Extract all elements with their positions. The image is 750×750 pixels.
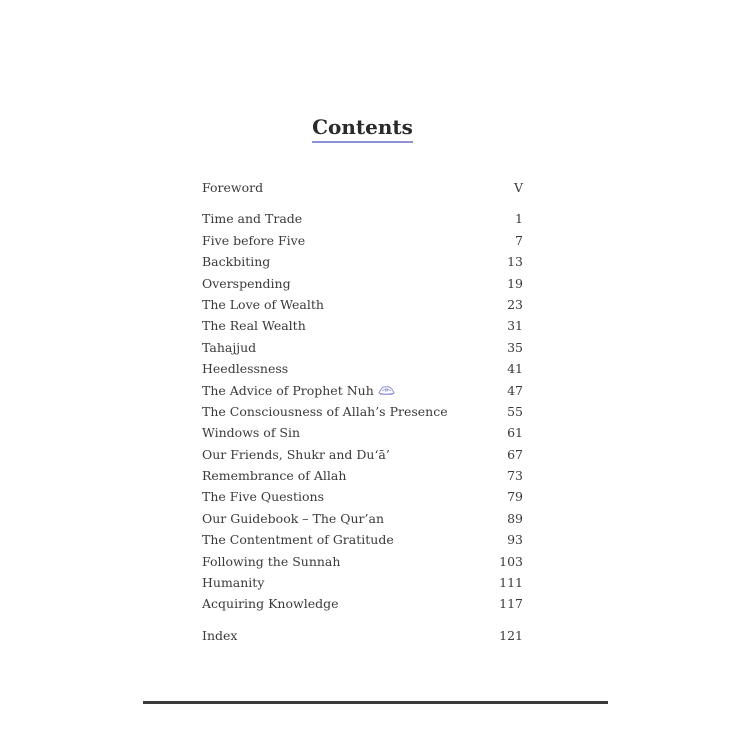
toc-entry-title: Following the Sunnah	[202, 553, 341, 569]
toc-entry-page: 111	[499, 575, 523, 591]
salutation-calligraphy-icon	[378, 384, 395, 396]
toc-entry[interactable]	[202, 401, 523, 422]
toc-entry[interactable]	[202, 508, 523, 529]
toc-entry-title: Tahajjud	[202, 339, 257, 355]
toc-entry-title: The Contentment of Gratitude	[202, 532, 394, 548]
toc-entry-title: Our Friends, Shukr and Du‘ā’	[202, 446, 390, 462]
toc-entry-title: Our Guidebook – The Qur’an	[202, 510, 385, 526]
toc-entry[interactable]	[202, 251, 523, 272]
toc-entry-title: Time and Trade	[202, 211, 303, 227]
toc-entry-page: 121	[499, 627, 523, 643]
toc-entry-title: The Real Wealth	[202, 318, 306, 334]
toc-entry[interactable]	[202, 529, 523, 550]
toc-entry[interactable]	[202, 380, 523, 401]
toc-entry[interactable]	[202, 294, 523, 315]
toc-entry-title: Windows of Sin	[202, 425, 301, 441]
toc-entry[interactable]	[202, 572, 523, 593]
toc-entry-page: 13	[507, 254, 523, 270]
toc-entry-page: 35	[507, 339, 523, 355]
toc-entry-title: Backbiting	[202, 254, 271, 270]
toc-entry[interactable]	[202, 465, 523, 486]
toc-entry-page: 47	[507, 382, 523, 398]
toc-entry-page: 31	[507, 318, 523, 334]
toc-entry-page: 61	[507, 425, 523, 441]
page-title	[0, 114, 725, 143]
toc-entry[interactable]	[202, 230, 523, 251]
toc-entry-title-with-icon	[202, 380, 395, 401]
bottom-rule	[143, 701, 608, 704]
toc-entry-title: The Love of Wealth	[202, 296, 324, 312]
toc-entry-page: 7	[515, 232, 523, 248]
toc-entry-page: 79	[507, 489, 523, 505]
toc-entry-page: 103	[499, 553, 523, 569]
toc-entry-page: 117	[499, 596, 523, 612]
toc-entry-title: Five before Five	[202, 232, 306, 248]
toc-entry[interactable]	[202, 593, 523, 614]
page-title-text: Contents	[312, 114, 413, 143]
toc-entry[interactable]	[202, 208, 523, 229]
toc-entry[interactable]	[202, 551, 523, 572]
toc-entry-title: Humanity	[202, 575, 265, 591]
table-of-contents	[202, 177, 523, 646]
toc-entry[interactable]	[202, 315, 523, 336]
toc-entry-page: 73	[507, 468, 523, 484]
toc-entry-page: 41	[507, 361, 523, 377]
toc-entry-page: 93	[507, 532, 523, 548]
toc-entry-title: Remembrance of Allah	[202, 468, 347, 484]
toc-entry-title: Acquiring Knowledge	[202, 596, 339, 612]
toc-entry-page: 55	[507, 403, 523, 419]
toc-entry-page: 67	[507, 446, 523, 462]
toc-entry-page: 1	[515, 211, 523, 227]
toc-entry-title: Index	[202, 627, 238, 643]
toc-entry-page: V	[513, 180, 523, 195]
toc-entry-title: Heedlessness	[202, 361, 289, 377]
toc-entry-title: The Consciousness of Allah’s Presence	[202, 403, 448, 419]
toc-entry[interactable]	[202, 625, 523, 646]
toc-entry-page: 19	[507, 275, 523, 291]
toc-entry[interactable]	[202, 337, 523, 358]
toc-entry-title: The Advice of Prophet Nuh	[202, 382, 374, 398]
toc-entry-title: The Five Questions	[202, 489, 324, 505]
toc-entry[interactable]	[202, 486, 523, 507]
toc-entry[interactable]	[202, 177, 523, 198]
toc-entry-title: Overspending	[202, 275, 291, 291]
toc-entry-title: Foreword	[202, 180, 264, 195]
toc-entry[interactable]	[202, 273, 523, 294]
toc-entry[interactable]	[202, 422, 523, 443]
toc-entry[interactable]	[202, 444, 523, 465]
toc-entry-page: 23	[507, 296, 523, 312]
toc-entry[interactable]	[202, 358, 523, 379]
toc-entry-page: 89	[507, 510, 523, 526]
